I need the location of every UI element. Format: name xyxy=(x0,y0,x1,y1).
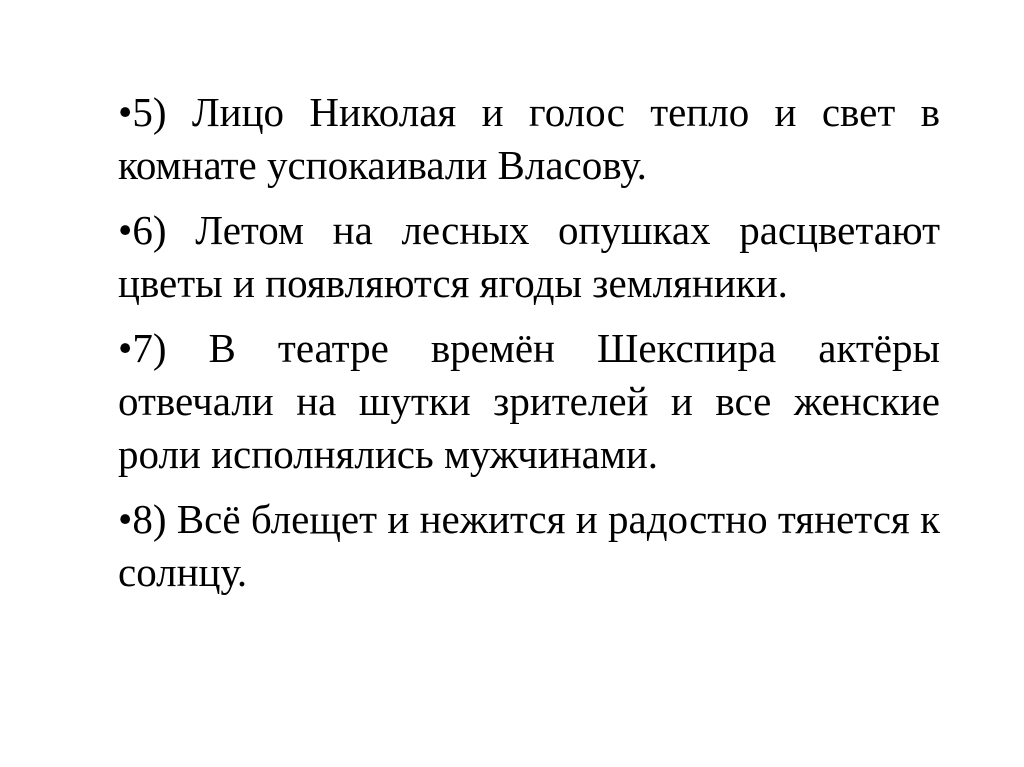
bullet-item-7: •7) В театре времён Шекспира актёры отвечали на шутки зрителей и все женские роли исполнялись мужчинами. xyxy=(118,325,940,477)
bullet-list xyxy=(118,86,940,611)
bullet-item-5: •5) Лицо Николая и голос тепло и свет в комнате успокаивали Власову. xyxy=(118,89,940,188)
bullet-item-6: •6) Летом на лесных опушках расцветают цветы и появляются ягоды земляники. xyxy=(118,207,940,306)
bullet-item-8: •8) Всё блещет и нежится и радостно тянется к солнцу. xyxy=(118,496,940,595)
